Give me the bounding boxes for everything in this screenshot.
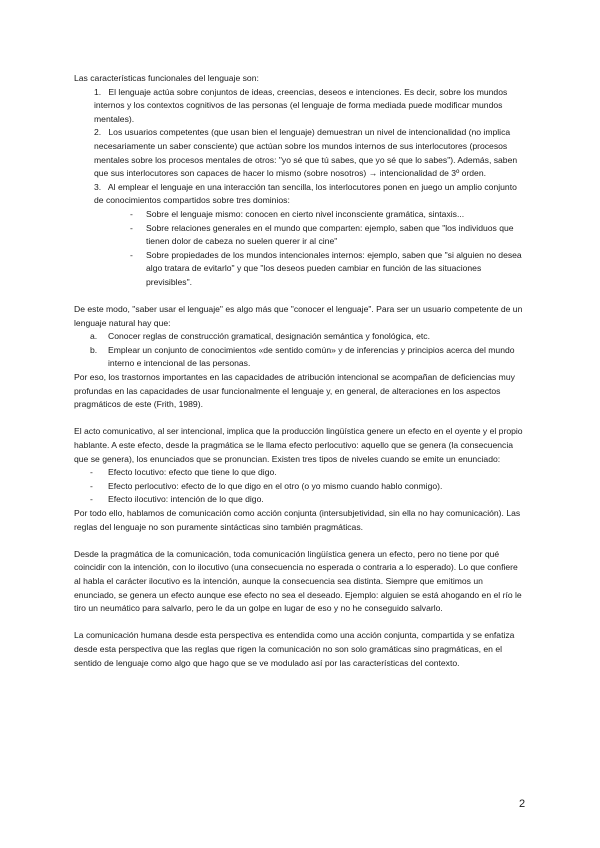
list-item-text: Emplear un conjunto de conocimientos «de sentido común» y de inferencias y principios acerca del mundo interno e intencional de las personas. [108,344,515,369]
list-item [130,222,526,249]
numbered-list [74,86,526,208]
paragraph-gap [74,412,526,426]
list-item-text: Los usuarios competentes (que usan bien el lenguaje) demuestran un nivel de intencionalidad (no implica necesariamente un saber consciente) que actúan sobre los mundos internos de sus interlocutores (procesos mentales sobre los procesos mentales de otros: "yo sé que tú sabes, que yo sé que lo sabes"). Además, saben que sus interlocutores son capaces de hacer lo mismo (sobre nosotros) → intencionalidad de 3º orden. [94,127,518,179]
list-item-text: Efecto locutivo: efecto que tiene lo que digo. [108,467,277,478]
section2-outro: Por eso, los trastornos importantes en las capacidades de atribución intencional se acompañan de deficiencias muy profundas en las capacidades de usar funcionalmente el lenguaje y, en general, de alteraciones en los aspectos pragmáticos de este (Frith, 1989). [74,372,515,410]
list-item-text: El lenguaje actúa sobre conjuntos de ideas, creencias, deseos e intenciones. Es decir, sobre los mundos internos y los contextos cognitivos de las personas (el lenguaje de forma mediada puede modificar mundos mentales). [94,86,508,124]
section3-intro: El acto comunicativo, al ser intencional, implica que la producción lingüística genere un efecto en el oyente y el propio hablante. A este efecto, desde la pragmática se le llama efecto perlocutivo: aquello que se genera (la consecuencia que se genera), los enunciados que se pronuncian. Existen tres tipos de niveles cuando se emite un enunciado: [74,426,523,464]
list-number: 2. [94,127,102,138]
section3-outro: Por todo ello, hablamos de comunicación como acción conjunta (intersubjetividad, sin ella no hay comunicación). Las reglas del lenguaje no son puramente sintácticas sino también pragmáticas. [74,508,521,532]
list-bullet: - [90,467,93,478]
list-item [130,249,526,290]
list-item [74,330,526,344]
list-item [130,208,526,222]
list-item-text: Efecto perlocutivo: efecto de lo que digo en el otro (o yo mismo cuando hablo conmigo). [108,480,443,491]
list-item-text: Al emplear el lenguaje en una interacción tan sencilla, los interlocutores ponen en juego un amplio conjunto de conocimientos compartidos sobre tres dominios: [94,181,517,206]
section2-intro: De este modo, "saber usar el lenguaje" es algo más que "conocer el lenguaje". Para ser un usuario competente de un lenguaje natural hay que: [74,304,523,328]
list-item [74,344,526,371]
list-item [74,181,526,208]
list-item [74,126,526,180]
list-bullet: - [90,494,93,505]
paragraph-gap [74,290,526,304]
effects-list [74,466,526,507]
section1-intro: Las características funcionales del lenguaje son: [74,73,259,83]
lettered-list [74,330,526,371]
list-item [74,493,526,507]
list-item-text: Sobre el lenguaje mismo: conocen en cierto nivel inconsciente gramática, sintaxis... [146,208,465,219]
list-item [74,466,526,480]
list-bullet: - [90,480,93,491]
list-item-text: Conocer reglas de construcción gramatical, designación semántica y fonológica, etc. [108,331,430,342]
page-content [74,72,526,670]
list-number: 1. [94,86,102,97]
paragraph-gap [74,616,526,630]
list-bullet: - [130,208,133,219]
list-letter: a. [90,331,98,342]
list-bullet: - [130,222,133,233]
list-letter: b. [90,344,98,355]
list-item [74,86,526,127]
list-item-text: Sobre propiedades de los mundos intencionales internos: ejemplo, saben que "si alguien no desea algo tratara de evitarlo" y que "los deseos pueden cambiar en función de las situaciones previsibles". [146,249,522,287]
page-number: 2 [519,798,526,810]
section5-paragraph: La comunicación humana desde esta perspectiva es entendida como una acción conjunta, compartida y se enfatiza desde esta perspectiva que las reglas que rigen la comunicación no son solo gramáticas sino pragmáticas, en el sentido de lenguaje como algo que hago que se ve modulado así por las características del contexto. [74,630,515,668]
list-bullet: - [130,249,133,260]
section4-paragraph: Desde la pragmática de la comunicación, toda comunicación lingüística genera un efecto, pero no tiene por qué coincidir con la intención, con lo ilocutivo (una consecuencia no esperada o contraria a lo esperado). Lo que confiere al habla el carácter ilocutivo es la intención, aunque la consecuencia sea distinta. Siempre que emitimos un enunciado, se genera un efecto aunque ese efecto no sea el deseado. Ejemplo: alguien se está ahogando en el río le tiro un neumático para salvarlo, pero le da un golpe en lugar de eso y no he conseguido salvarlo. [74,548,522,614]
list-item [74,480,526,494]
domains-list [130,208,526,290]
list-item-text: Sobre relaciones generales en el mundo que comparten: ejemplo, saben que "los individuos que tienen dolor de cabeza no suelen querer ir al cine" [146,222,514,247]
list-number: 3. [94,181,102,192]
list-item-text: Efecto ilocutivo: intención de lo que digo. [108,494,264,505]
paragraph-gap [74,534,526,548]
